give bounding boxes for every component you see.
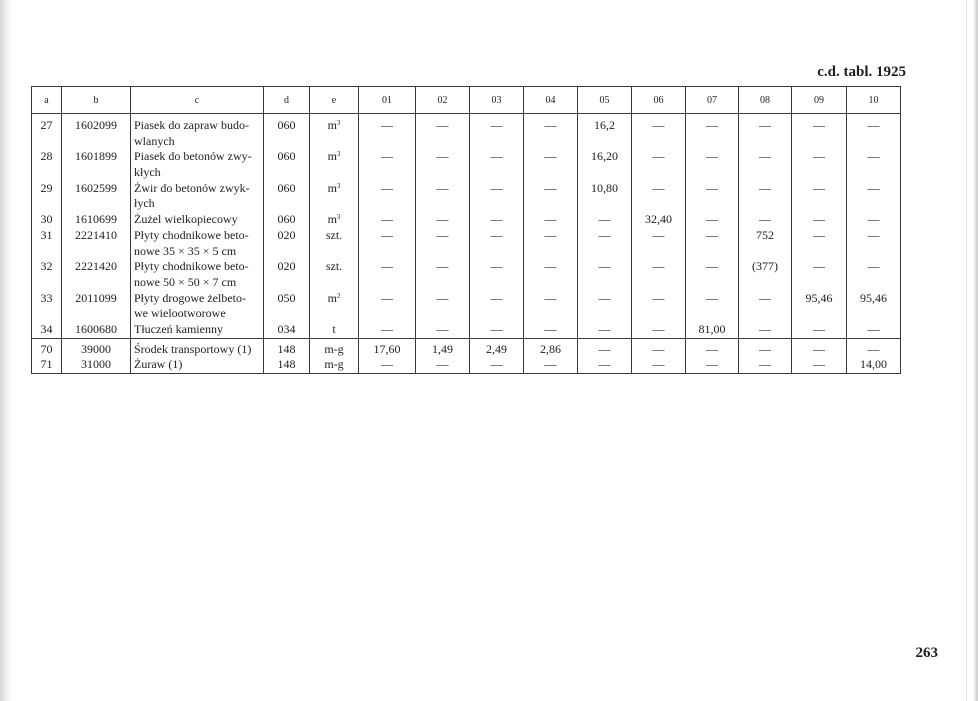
value-column-cell — [470, 338, 524, 373]
table-cell: 28 — [40, 149, 53, 164]
table-cell: 32 — [40, 259, 53, 274]
table-cell: — — [490, 118, 503, 132]
value-column-cell — [739, 338, 792, 373]
table-cell: — — [490, 149, 503, 164]
table-cell: — — [652, 321, 665, 336]
table-cell: — — [544, 149, 557, 164]
table-cell: $m^3$ — [327, 212, 341, 227]
page-left-shadow — [0, 0, 13, 701]
table-cell: — — [759, 180, 771, 195]
table-cell — [32, 244, 61, 260]
table-cell: — — [706, 149, 718, 164]
table-cell: t — [332, 321, 336, 336]
table-cell — [739, 275, 791, 291]
table-cell: 39000 — [81, 341, 111, 356]
table-cell — [310, 244, 358, 260]
table-cell — [416, 244, 469, 260]
table-cell — [739, 244, 791, 260]
table-cell: — — [381, 321, 393, 336]
table-cell: — — [544, 321, 557, 336]
table-cell: — — [652, 149, 665, 164]
table-cell — [632, 196, 685, 212]
table-cell: — — [381, 149, 393, 164]
table-cell: — — [706, 341, 718, 356]
equipment-section — [32, 338, 901, 373]
table-cell: Żużel wielkopiecowy — [134, 212, 238, 227]
table-cell: 2221420 — [75, 259, 117, 274]
table-cell — [524, 196, 577, 212]
column-header: e — [310, 87, 359, 114]
table-cell — [578, 275, 631, 291]
table-cell — [578, 165, 631, 181]
table-cell — [578, 134, 631, 150]
column-header: 09 — [792, 87, 847, 114]
table-cell: — — [813, 357, 825, 372]
table-cell: — — [381, 118, 393, 132]
table-cell: — — [867, 259, 880, 274]
table-cell: 1601899 — [75, 149, 117, 164]
table-cell — [470, 306, 523, 322]
table-cell: łych — [134, 196, 155, 211]
table-cell: — — [490, 259, 503, 274]
table-cell — [792, 196, 846, 212]
table-cell — [359, 165, 415, 181]
table-cell: 060 — [277, 180, 296, 195]
table-cell: 17,60 — [373, 341, 401, 356]
table-cell: 060 — [277, 212, 296, 227]
table-cell — [264, 196, 309, 212]
table-cell: Środek transportowy (1) — [134, 341, 252, 356]
table-cell: 27 — [40, 118, 53, 132]
table-cell: 70 — [40, 341, 53, 356]
table-cell: — — [544, 259, 557, 274]
table-cell: — — [813, 149, 825, 164]
page-right-edge — [973, 0, 978, 701]
table-cell: — — [759, 290, 771, 305]
table-cell: 16,20 — [591, 149, 618, 164]
table-cell — [632, 165, 685, 181]
table-cell: — — [813, 341, 825, 356]
table-cell: we wielootworowe — [134, 306, 226, 321]
table-cell: — — [759, 212, 771, 227]
table-cell: — — [813, 180, 825, 195]
table-cell: — — [436, 212, 449, 227]
table-cell — [470, 196, 523, 212]
table-cell: — — [544, 227, 557, 242]
table-cell: — — [436, 180, 449, 195]
table-cell — [847, 134, 900, 150]
table-cell: 16,2 — [594, 118, 615, 132]
value-column-cell — [470, 114, 524, 339]
column-header: 08 — [739, 87, 792, 114]
table-cell: — — [490, 180, 503, 195]
table-cell: — — [706, 227, 718, 242]
table-cell — [686, 134, 738, 150]
materials-section — [32, 114, 901, 339]
table-cell: 31 — [40, 227, 53, 242]
table-cell: 14,00 — [860, 357, 887, 372]
table-cell — [62, 244, 130, 260]
page-number: 263 — [915, 645, 938, 661]
table-cell — [32, 196, 61, 212]
table-cell: — — [436, 259, 449, 274]
table-cell: 10,80 — [591, 180, 618, 195]
table-cell: — — [867, 321, 880, 336]
value-column-cell — [359, 114, 416, 339]
table-cell: — — [759, 149, 771, 164]
table-cell: 2011099 — [75, 290, 117, 305]
table-cell: — — [813, 212, 825, 227]
table-cell: — — [436, 357, 449, 372]
value-column-cell — [578, 338, 632, 373]
data-table — [31, 86, 901, 374]
table-cell: $m^2$ — [327, 290, 341, 305]
table-cell — [359, 244, 415, 260]
table-cell: 2,49 — [486, 341, 507, 356]
table-cell — [264, 306, 309, 322]
table-cell: 1602099 — [75, 118, 117, 132]
table-cell: — — [867, 118, 880, 132]
table-cell: $m^3$ — [327, 180, 341, 195]
table-cell — [686, 165, 738, 181]
table-cell: — — [759, 341, 771, 356]
table-cell: 1,49 — [432, 341, 453, 356]
table-cell — [524, 244, 577, 260]
table-cell: — — [706, 357, 718, 372]
table-cell — [310, 275, 358, 291]
table-cell: 95,46 — [860, 290, 887, 305]
table-cell: — — [490, 321, 503, 336]
table-cell: 020 — [277, 259, 296, 274]
table-cell — [62, 275, 130, 291]
table-cell: — — [544, 290, 557, 305]
table-cell — [264, 244, 309, 260]
column-header: 02 — [416, 87, 470, 114]
value-column-cell — [792, 114, 847, 339]
value-column-cell — [359, 338, 416, 373]
table-cell: — — [867, 341, 880, 356]
table-cell — [32, 165, 61, 181]
table-cell — [632, 134, 685, 150]
table-cell: 32,40 — [645, 212, 672, 227]
value-column-cell — [847, 338, 901, 373]
table-cell: 148 — [277, 357, 296, 372]
table-cell — [578, 244, 631, 260]
table-cell: — — [813, 227, 825, 242]
table-cell — [686, 306, 738, 322]
table-cell: — — [652, 227, 665, 242]
table-cell: 2221410 — [75, 227, 117, 242]
table-cell: 1602599 — [75, 180, 117, 195]
table-cell — [416, 165, 469, 181]
table-cell: — — [652, 341, 665, 356]
table-cell: — — [867, 149, 880, 164]
table-cell: — — [598, 227, 611, 242]
table-cell: — — [490, 290, 503, 305]
table-cell: — — [436, 290, 449, 305]
unit-column-cell — [310, 338, 359, 373]
table-cell: szt. — [325, 259, 343, 274]
table-cell: — — [813, 321, 825, 336]
table-cell — [632, 275, 685, 291]
header-row — [32, 87, 901, 114]
table-cell — [359, 196, 415, 212]
table-cell: — — [867, 180, 880, 195]
value-column-cell — [792, 338, 847, 373]
table-cell: — — [652, 290, 665, 305]
table-cell — [62, 306, 130, 322]
table-cell: 29 — [40, 180, 53, 195]
table-cell: kłych — [134, 165, 161, 180]
table-cell: — — [436, 118, 449, 132]
code-column-cell — [62, 338, 131, 373]
table-cell — [359, 275, 415, 291]
table-cell: — — [490, 357, 503, 372]
column-header: b — [62, 87, 131, 114]
code-column-cell — [62, 114, 131, 339]
table-cell: — — [436, 149, 449, 164]
table-cell — [792, 134, 846, 150]
table-cell — [686, 275, 738, 291]
table-cell — [359, 306, 415, 322]
value-column-cell — [847, 114, 901, 339]
table-cell: 95,46 — [805, 290, 833, 305]
table-cell: (377) — [752, 259, 778, 274]
table-cell — [264, 165, 309, 181]
unit-code-column-cell — [264, 114, 310, 339]
table-cell — [524, 134, 577, 150]
table-cell: nowe 35 × 35 × 5 cm — [134, 243, 237, 258]
item-number-column-cell — [32, 338, 62, 373]
table-cell: $m^3$ — [327, 149, 341, 164]
table-cell — [792, 275, 846, 291]
table-cell — [847, 196, 900, 212]
table-cell: — — [598, 321, 611, 336]
table-cell: 050 — [277, 290, 296, 305]
column-header: 07 — [686, 87, 739, 114]
table-cell: — — [598, 212, 611, 227]
table-cell: wlanych — [134, 133, 175, 148]
table-cell — [470, 165, 523, 181]
table-cell: — — [706, 259, 718, 274]
value-column-cell — [632, 114, 686, 339]
table-cell: — — [652, 357, 665, 372]
table-cell: 148 — [277, 341, 296, 356]
table-cell — [62, 134, 130, 150]
table-cell: 060 — [277, 149, 296, 164]
table-cell — [62, 165, 130, 181]
table-cell: 31000 — [81, 357, 111, 372]
value-column-cell — [578, 114, 632, 339]
table-cell: 752 — [756, 227, 774, 242]
table-cell — [578, 196, 631, 212]
table-cell: Płyty drogowe żelbeto- — [134, 290, 246, 305]
table-cell — [632, 306, 685, 322]
table-cell — [686, 196, 738, 212]
table-cell — [470, 134, 523, 150]
table-cell: — — [381, 290, 393, 305]
unit-column-cell — [310, 114, 359, 339]
value-column-cell — [686, 338, 739, 373]
table-cell: szt. — [325, 227, 343, 242]
table-cell: m-g — [324, 357, 344, 372]
table-cell — [264, 275, 309, 291]
table-cell: Piasek do betonów zwy- — [134, 149, 252, 164]
table-cell: Płyty chodnikowe beto- — [134, 259, 249, 274]
item-number-column-cell — [32, 114, 62, 339]
table-cell: — — [706, 290, 718, 305]
unit-code-column-cell — [264, 338, 310, 373]
column-header: 01 — [359, 87, 416, 114]
table-cell — [264, 134, 309, 150]
table-cell: — — [759, 118, 771, 132]
table-cell: 34 — [40, 321, 53, 336]
value-column-cell — [416, 338, 470, 373]
column-header: 05 — [578, 87, 632, 114]
description-column-cell — [131, 338, 264, 373]
table-cell — [524, 275, 577, 291]
table-cell: — — [381, 357, 393, 372]
table-cell: — — [598, 259, 611, 274]
table-cell: 71 — [40, 357, 53, 372]
table-cell: — — [544, 212, 557, 227]
table-cell: — — [813, 118, 825, 132]
table-cell: 30 — [40, 212, 53, 227]
table-cell — [792, 244, 846, 260]
column-header: d — [264, 87, 310, 114]
table-cell — [32, 275, 61, 291]
column-header: 04 — [524, 87, 578, 114]
table-cell: — — [706, 180, 718, 195]
table-cell: 33 — [40, 290, 53, 305]
table-cell: $m^3$ — [327, 118, 341, 132]
table-cell — [470, 244, 523, 260]
table-cell: — — [544, 118, 557, 132]
value-column-cell — [524, 114, 578, 339]
table-cell: — — [759, 357, 771, 372]
table-cell — [578, 306, 631, 322]
table-cell: — — [652, 118, 665, 132]
table-cell: 1610699 — [75, 212, 117, 227]
table-cell — [686, 244, 738, 260]
table-cell — [847, 275, 900, 291]
table-cell: — — [490, 227, 503, 242]
table-cell: — — [544, 357, 557, 372]
table-cell — [416, 196, 469, 212]
table-cell — [310, 134, 358, 150]
table-cell: m-g — [324, 341, 344, 356]
table-cell: 034 — [277, 321, 296, 336]
table-cell: — — [706, 212, 718, 227]
column-header: 03 — [470, 87, 524, 114]
table-cell: Piasek do zapraw budo- — [134, 118, 249, 132]
table-cell — [739, 165, 791, 181]
table-cell: Tłuczeń kamienny — [134, 321, 223, 336]
table-cell: 020 — [277, 227, 296, 242]
table-cell: Żuraw (1) — [134, 357, 183, 372]
table-cell — [416, 306, 469, 322]
value-column-cell — [739, 114, 792, 339]
table-cell: — — [436, 227, 449, 242]
table-cell: — — [652, 259, 665, 274]
column-header: 06 — [632, 87, 686, 114]
table-cell: — — [813, 259, 825, 274]
table-cell: nowe 50 × 50 × 7 cm — [134, 274, 237, 289]
table-cell: — — [544, 180, 557, 195]
table-cell: — — [490, 212, 503, 227]
table-cell — [524, 306, 577, 322]
table-cell: — — [436, 321, 449, 336]
table-cell — [310, 306, 358, 322]
table-cell: 81,00 — [698, 321, 726, 336]
table-cell — [739, 306, 791, 322]
page-right-fold — [966, 0, 967, 701]
table-cell: — — [867, 212, 880, 227]
table-cell — [62, 196, 130, 212]
value-column-cell — [686, 114, 739, 339]
description-column-cell — [131, 114, 264, 339]
value-column-cell — [524, 338, 578, 373]
table-cell: — — [598, 341, 611, 356]
table-cell — [416, 275, 469, 291]
table-cell — [739, 196, 791, 212]
table-cell — [739, 134, 791, 150]
table-cell: — — [381, 227, 393, 242]
table-cell: — — [706, 118, 718, 132]
table-cell — [632, 244, 685, 260]
table-cell: — — [867, 227, 880, 242]
table-cell: — — [598, 290, 611, 305]
table-cell: — — [652, 180, 665, 195]
table-cell — [416, 134, 469, 150]
table-cell — [792, 306, 846, 322]
table-cell — [847, 244, 900, 260]
table-cell — [847, 165, 900, 181]
value-column-cell — [632, 338, 686, 373]
table-cell — [310, 196, 358, 212]
table-cell — [847, 306, 900, 322]
table-cell: Płyty chodnikowe beto- — [134, 227, 249, 242]
table-cell: 2,86 — [540, 341, 561, 356]
table-cell — [470, 275, 523, 291]
value-column-cell — [416, 114, 470, 339]
column-header: a — [32, 87, 62, 114]
table-cell — [32, 306, 61, 322]
table-cell: — — [598, 357, 611, 372]
table-cell: 060 — [277, 118, 296, 132]
column-header: 10 — [847, 87, 901, 114]
table-reference: c.d. tabl. 1925 — [817, 64, 906, 80]
table-cell — [32, 134, 61, 150]
table-cell — [310, 165, 358, 181]
table-cell: — — [381, 259, 393, 274]
table-cell — [359, 134, 415, 150]
table-cell: Żwir do betonów zwyk- — [134, 180, 250, 195]
table-cell — [792, 165, 846, 181]
table-cell: — — [381, 212, 393, 227]
table-cell: — — [759, 321, 771, 336]
table-cell — [524, 165, 577, 181]
table-cell: — — [381, 180, 393, 195]
table-cell: 1600680 — [75, 321, 117, 336]
column-header: c — [131, 87, 264, 114]
